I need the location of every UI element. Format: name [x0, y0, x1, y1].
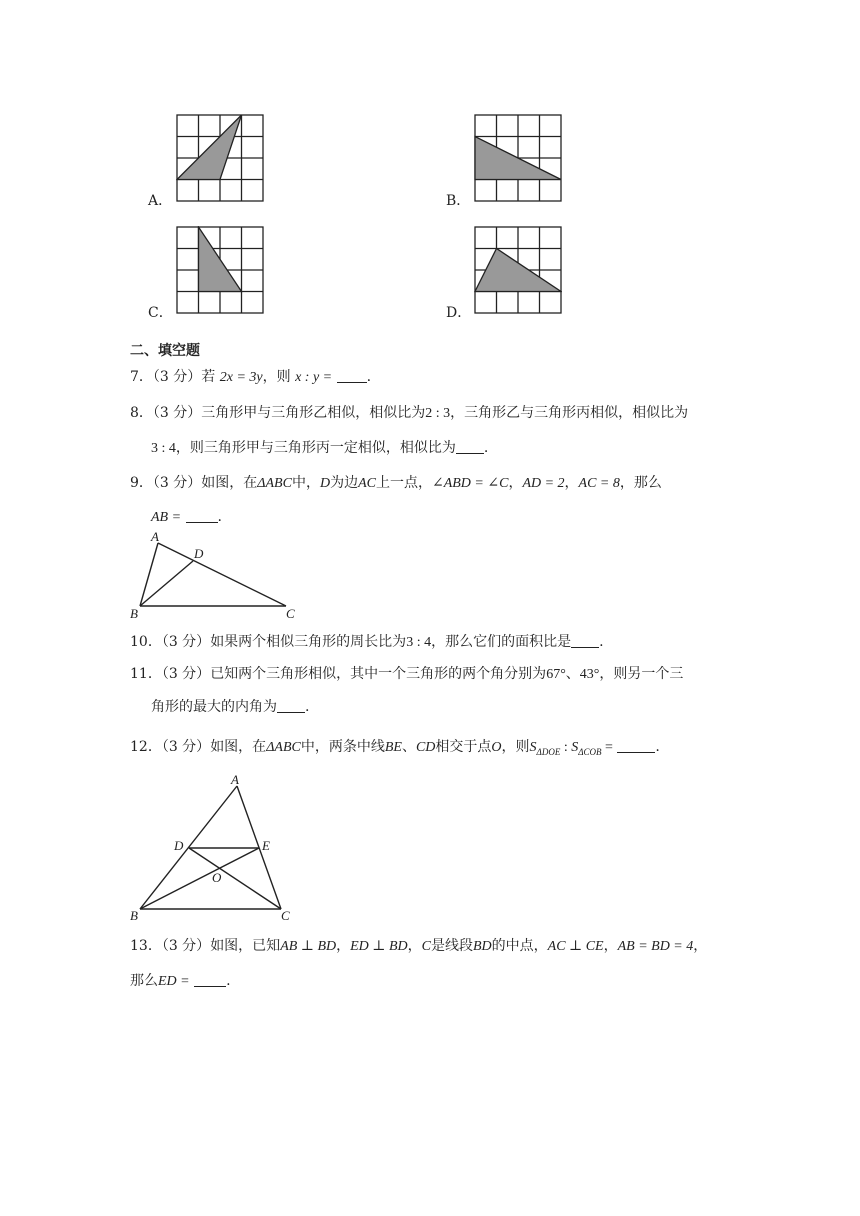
q8-ratio-1: 2 : 3: [425, 406, 451, 421]
q13-number: 13．: [130, 938, 162, 954]
q9-math: AB =: [151, 510, 182, 525]
q12-equals: =: [601, 740, 613, 755]
q13-text: 是线段: [430, 938, 473, 954]
q9-math: ΔABC: [257, 476, 292, 491]
q12-number: 12．: [130, 739, 162, 755]
q11-text: 、: [565, 666, 580, 682]
q13-answer-blank[interactable]: [194, 986, 226, 987]
q8-text: 三角形甲与三角形乙相似，相似比为: [201, 405, 426, 421]
question-12: [130, 740, 660, 757]
q12-text: 中，两条中线: [300, 739, 385, 755]
question-13: [130, 939, 707, 954]
q9-math: AC: [358, 476, 376, 491]
option-a-label: A．: [148, 193, 173, 209]
q13-math: ED =: [158, 974, 190, 989]
question-8-line-2: [151, 441, 488, 456]
q9-math: AD = 2: [522, 476, 565, 491]
q9-math: ∠ABD = ∠C: [431, 476, 509, 491]
q9-answer-blank[interactable]: [186, 522, 218, 523]
q11-text: ，则另一个三: [599, 666, 684, 682]
q13-text: 如图，已知: [210, 938, 281, 954]
q13-end: .: [226, 973, 231, 989]
q12-math: O: [491, 740, 502, 755]
q12-score: （3 分）: [161, 739, 211, 755]
q9-label-c: C: [286, 606, 295, 621]
q12-area-symbol: S: [571, 740, 579, 755]
q11-end: .: [305, 699, 310, 715]
q12-math: BE: [384, 740, 402, 755]
q12-label-o: O: [212, 870, 222, 885]
q12-math: CD: [415, 740, 436, 755]
question-11-line-2: [151, 700, 309, 714]
q9-text: ，那么: [619, 475, 662, 491]
q10-answer-blank[interactable]: [571, 647, 599, 648]
q12-text: 如图，在: [210, 739, 267, 755]
q10-text: ，那么它们的面积比是: [431, 634, 572, 650]
q10-number: 10．: [130, 634, 162, 650]
q13-math: AC ⊥ CE: [547, 939, 604, 954]
q9-text: 上一点，: [375, 475, 432, 491]
q9-text: ，: [508, 475, 523, 491]
q11-angle-1: 67°: [546, 667, 566, 682]
q12-label-e: E: [262, 838, 270, 853]
question-11: [130, 667, 683, 682]
q13-text: ，: [336, 938, 351, 954]
q13-text: ，: [693, 938, 708, 954]
q12-label-b: B: [130, 908, 138, 923]
q12-end: .: [655, 739, 660, 755]
q7-number: 7．: [130, 369, 153, 385]
q13-math: AB ⊥ BD: [280, 939, 337, 954]
q12-area-subscript: ΔCOB: [578, 746, 602, 757]
q7-answer-blank[interactable]: [337, 382, 367, 383]
q12-area-symbol: S: [529, 740, 537, 755]
q12-math: ΔABC: [266, 740, 301, 755]
q8-score: （3 分）: [152, 405, 202, 421]
q9-label-b: B: [130, 606, 138, 621]
option-c-figure: [176, 226, 264, 314]
q8-answer-blank[interactable]: [456, 453, 484, 454]
q13-text: 那么: [130, 973, 158, 989]
q12-figure: [126, 770, 306, 924]
q8-number: 8．: [130, 405, 153, 421]
q11-text: 角形的最大的内角为: [151, 699, 277, 715]
q12-label-a: A: [231, 772, 239, 787]
q13-math: AB = BD = 4: [617, 939, 694, 954]
q13-text: ，: [407, 938, 422, 954]
q10-score: （3 分）: [161, 634, 211, 650]
question-9: [130, 476, 662, 491]
q12-colon: :: [560, 740, 572, 755]
q13-math: BD: [472, 939, 492, 954]
option-a-triangle: [177, 115, 242, 180]
q9-text: 中，: [291, 475, 320, 491]
option-c-label: C．: [148, 305, 173, 321]
q10-text: 如果两个相似三角形的周长比为: [210, 634, 407, 650]
option-b-figure: [474, 114, 562, 202]
q9-label-a: A: [151, 529, 159, 544]
q10-ratio: 3 : 4: [406, 635, 432, 650]
q9-label-d: D: [194, 546, 204, 561]
q11-angle-2: 43°: [579, 667, 600, 682]
question-10: [130, 635, 604, 650]
q7-equation: 2x = 3y: [219, 370, 263, 385]
q7-end: .: [366, 369, 372, 385]
q9-score: （3 分）: [152, 475, 202, 491]
section-title: 二、填空题: [130, 343, 200, 359]
q12-text: 、: [401, 739, 416, 755]
q12-label-d: D: [174, 838, 184, 853]
q9-number: 9．: [130, 475, 153, 491]
q8-end: .: [483, 440, 489, 456]
question-8: [130, 406, 688, 421]
q11-text: 已知两个三角形相似，其中一个三角形的两个角分别为: [210, 666, 547, 682]
q12-answer-blank[interactable]: [617, 752, 655, 753]
q13-score: （3 分）: [161, 938, 211, 954]
q9-figure: [126, 526, 306, 622]
q8-text: ，则三角形甲与三角形丙一定相似，相似比为: [175, 440, 456, 456]
q9-end: .: [217, 509, 222, 525]
q11-answer-blank[interactable]: [277, 712, 305, 713]
q9-text: 如图，在: [201, 475, 258, 491]
question-13-line-2: [130, 974, 231, 989]
option-b-label: B．: [446, 193, 471, 209]
q7-ratio: x : y =: [295, 370, 333, 385]
q13-math: ED ⊥ BD: [350, 939, 408, 954]
q8-text: ，三角形乙与三角形丙相似，相似比为: [450, 405, 689, 421]
option-d-label: D．: [446, 305, 472, 321]
q10-end: .: [599, 634, 604, 650]
question-7: [130, 370, 371, 385]
q12-area-subscript: ΔDOE: [536, 746, 561, 757]
q13-text: ，: [603, 938, 618, 954]
q7-text: 若: [201, 369, 216, 385]
option-d-figure: [474, 226, 562, 314]
q11-number: 11．: [130, 666, 162, 682]
q12-text: ，则: [501, 739, 530, 755]
question-9-line-2: [151, 510, 222, 525]
q7-score: （3 分）: [152, 369, 202, 385]
q12-label-c: C: [281, 908, 290, 923]
q11-score: （3 分）: [161, 666, 211, 682]
q9-math: AC = 8: [578, 476, 620, 491]
q7-text: ，则: [262, 369, 291, 385]
q13-math: C: [421, 939, 431, 954]
q12-text: 相交于点: [435, 739, 492, 755]
q9-text: 为边: [330, 475, 359, 491]
q9-text: ，: [564, 475, 579, 491]
q13-text: 的中点，: [491, 938, 548, 954]
q8-ratio-2: 3 : 4: [151, 441, 176, 456]
option-a-figure: [176, 114, 264, 202]
q9-math: D: [319, 476, 331, 491]
